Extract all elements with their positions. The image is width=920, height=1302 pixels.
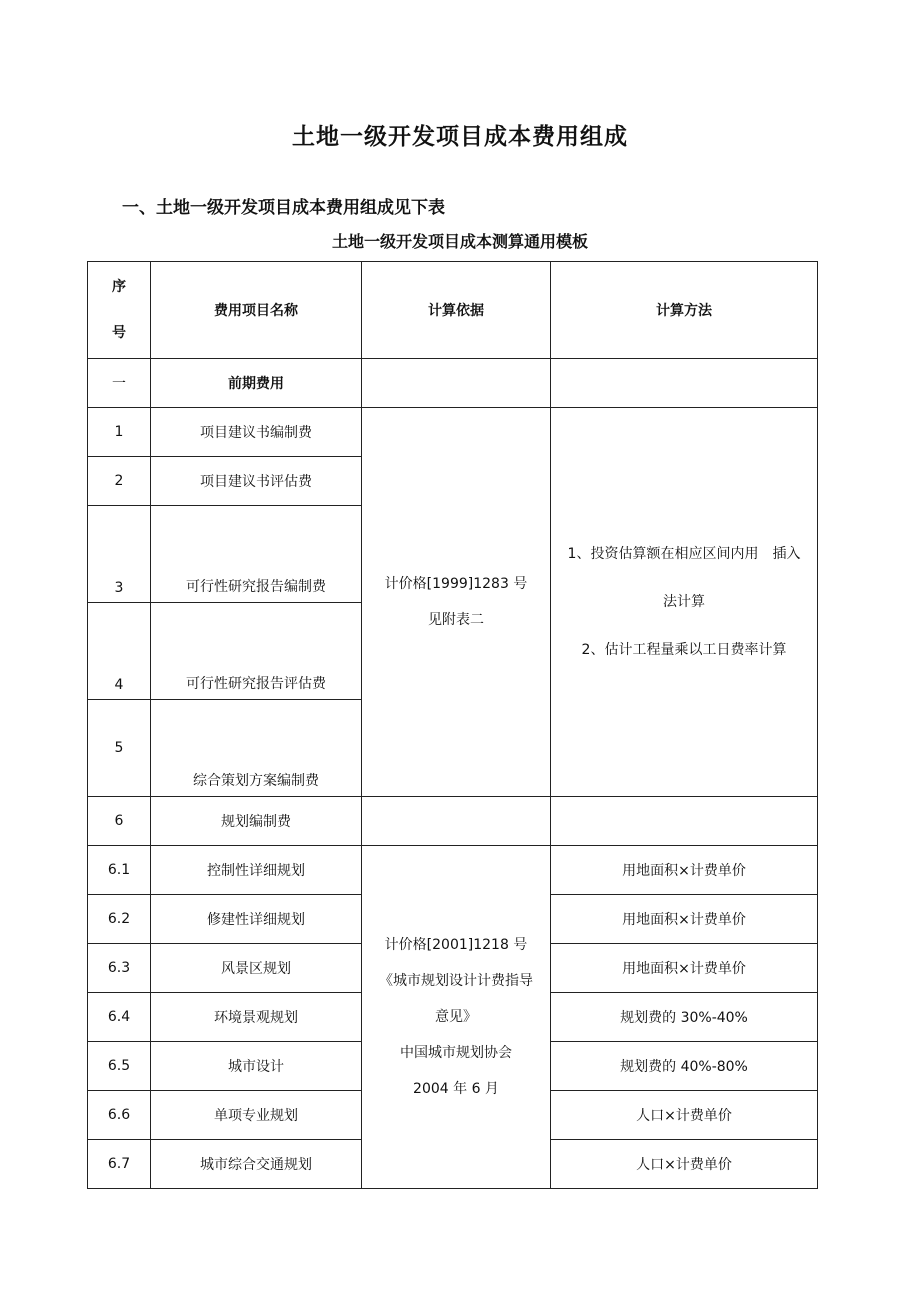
row-seq: 6.1 [88, 846, 151, 895]
table-row [88, 408, 818, 457]
row-method: 用地面积×计费单价 [551, 895, 818, 944]
header-name: 费用项目名称 [151, 262, 362, 359]
row-name: 修建性详细规划 [151, 895, 362, 944]
table-header-row [88, 262, 818, 359]
row-seq: 6.7 [88, 1140, 151, 1189]
row-name: 项目建议书评估费 [151, 457, 362, 506]
group1-basis [362, 408, 551, 797]
group1-basis-line1: 计价格[1999]1283 号 [384, 576, 528, 592]
row-method: 规划费的 40%-80% [551, 1042, 818, 1091]
row-seq: 4 [88, 603, 151, 700]
table-row [88, 797, 818, 846]
category-method [551, 359, 818, 408]
row-seq: 6.4 [88, 993, 151, 1042]
row-name: 可行性研究报告评估费 [151, 603, 362, 700]
group1-method [551, 408, 818, 797]
row-basis [362, 797, 551, 846]
category-row [88, 359, 818, 408]
header-seq [88, 262, 151, 359]
row-name: 可行性研究报告编制费 [151, 506, 362, 603]
row-method: 用地面积×计费单价 [551, 846, 818, 895]
row-name: 风景区规划 [151, 944, 362, 993]
group2-basis-line3: 意见》 [435, 1009, 477, 1025]
row-seq: 6.2 [88, 895, 151, 944]
group2-basis-line1: 计价格[2001]1218 号 [384, 937, 528, 953]
category-basis [362, 359, 551, 408]
row-seq: 6.3 [88, 944, 151, 993]
group1-method-line3: 2、估计工程量乘以工日费率计算 [581, 642, 787, 658]
group1-method-line2: 法计算 [663, 594, 705, 610]
group1-basis-line2: 见附表二 [428, 612, 484, 628]
row-name: 规划编制费 [151, 797, 362, 846]
group2-basis [362, 846, 551, 1189]
row-seq: 2 [88, 457, 151, 506]
row-seq: 6.6 [88, 1091, 151, 1140]
category-name: 前期费用 [151, 359, 362, 408]
row-method: 用地面积×计费单价 [551, 944, 818, 993]
row-seq: 6 [88, 797, 151, 846]
row-name: 环境景观规划 [151, 993, 362, 1042]
row-name: 综合策划方案编制费 [151, 700, 362, 797]
row-method: 人口×计费单价 [551, 1140, 818, 1189]
row-method: 规划费的 30%-40% [551, 993, 818, 1042]
row-method: 人口×计费单价 [551, 1091, 818, 1140]
row-seq: 1 [88, 408, 151, 457]
header-method: 计算方法 [551, 262, 818, 359]
header-seq-line2: 号 [112, 325, 126, 341]
group2-basis-line2: 《城市规划设计计费指导 [379, 973, 533, 989]
row-seq: 3 [88, 506, 151, 603]
table-caption: 土地一级开发项目成本测算通用模板 [331, 232, 588, 251]
row-seq: 5 [88, 700, 151, 797]
group2-basis-line4: 中国城市规划协会 [400, 1045, 512, 1061]
cost-table [87, 261, 818, 1189]
group1-method-line1: 1、投资估算额在相应区间内用 插入 [567, 546, 801, 562]
document-title: 土地一级开发项目成本费用组成 [292, 124, 628, 150]
row-seq: 6.5 [88, 1042, 151, 1091]
table-row [88, 846, 818, 895]
row-name: 单项专业规划 [151, 1091, 362, 1140]
section-heading: 一、土地一级开发项目成本费用组成见下表 [122, 198, 445, 218]
row-name: 城市设计 [151, 1042, 362, 1091]
row-name: 控制性详细规划 [151, 846, 362, 895]
header-basis: 计算依据 [362, 262, 551, 359]
header-seq-line1: 序 [112, 279, 126, 295]
row-method [551, 797, 818, 846]
row-name: 城市综合交通规划 [151, 1140, 362, 1189]
group2-basis-line5: 2004 年 6 月 [413, 1081, 499, 1097]
row-name: 项目建议书编制费 [151, 408, 362, 457]
category-seq: 一 [88, 359, 151, 408]
